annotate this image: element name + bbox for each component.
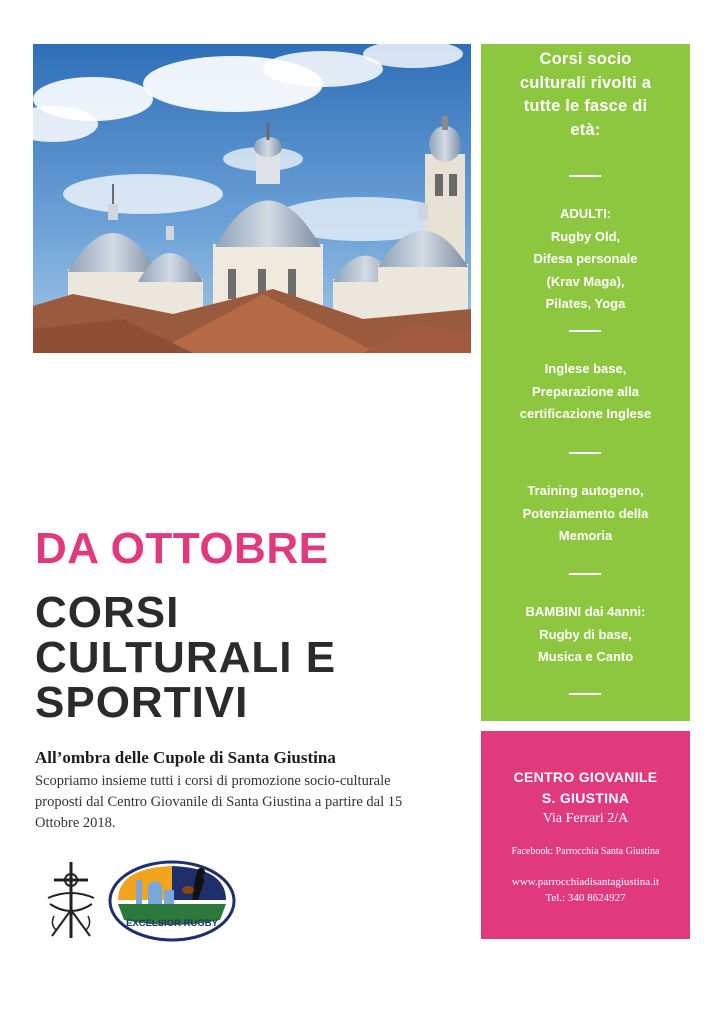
website-link[interactable]: www.parrocchiadisantagiustina.it (511, 876, 660, 888)
subtitle: All’ombra delle Cupole di Santa Giustina (35, 748, 336, 767)
page-title: CORSI CULTURALI E SPORTIVI (35, 588, 337, 727)
facebook-page[interactable]: Facebook: Parrocchia Santa Giustina (511, 846, 660, 857)
contact-info (481, 874, 690, 906)
courses-block-adults: ADULTI: Rugby Old, Difesa personale (Krav Maga), Pilates, Yoga (533, 206, 638, 311)
separator-line (569, 330, 601, 332)
address: Via Ferrari 2/A (542, 811, 629, 826)
courses-block-english: Inglese base, Preparazione alla certificazione Inglese (519, 361, 652, 421)
excelsior-rugby-logo (108, 860, 236, 947)
basilica-domes-photo (33, 44, 471, 353)
separator-line (569, 693, 601, 695)
description: Scopriamo insieme tutti i corsi di promozione socio-culturale proposti dal Centro Giovanile di Santa Giustina a partire dal 15 Ottobre 2018. (35, 773, 403, 831)
cross-emblem-logo (40, 858, 102, 947)
center-name: CENTRO GIOVANILE S. GIUSTINA (513, 769, 658, 806)
separator-line (569, 175, 601, 177)
courses-heading: Corsi socio culturali rivolti a tutte le fasce di età: (519, 50, 652, 139)
courses-block-training: Training autogeno, Potenziamento della Memoria (522, 483, 649, 543)
separator-line (569, 573, 601, 575)
separator-line (569, 452, 601, 454)
courses-panel (481, 44, 690, 721)
excelsior-rugby-text: EXCELSIOR RUGBY (126, 918, 218, 929)
date-heading: DA OTTOBRE (35, 524, 329, 573)
contact-panel (481, 731, 690, 939)
courses-block-children: BAMBINI dai 4anni: Rugby di base, Musica e Canto (525, 604, 646, 664)
phone-number: Tel.: 340 8624927 (545, 892, 626, 904)
